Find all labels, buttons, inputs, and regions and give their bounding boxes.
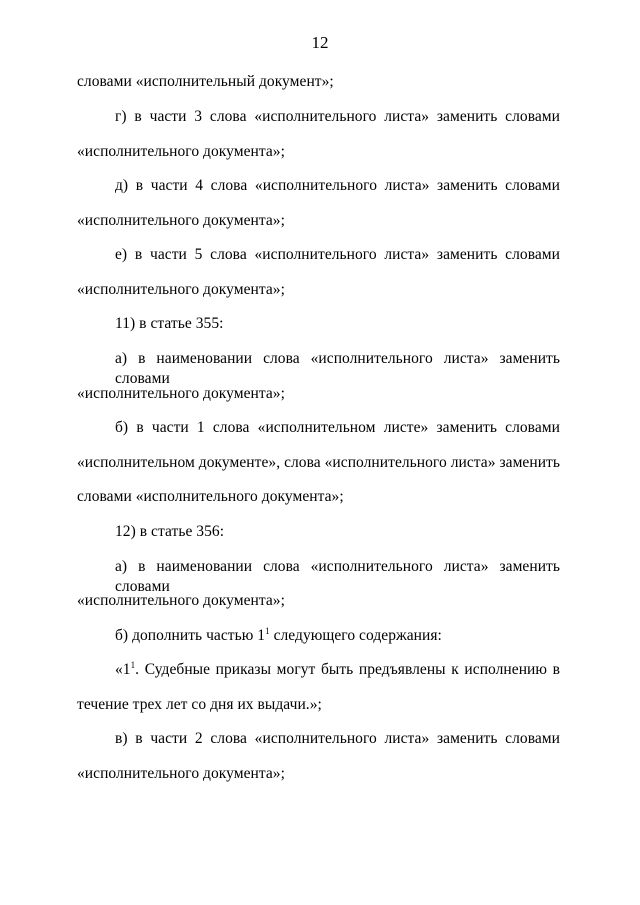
text-line: словами «исполнительный документ»; — [77, 73, 334, 90]
text-line: 12) в статье 356: — [115, 523, 225, 540]
text-line: «исполнительного документа»; — [77, 143, 285, 160]
text-line: в) в части 2 слова «исполнительного листа» заменить словами — [115, 730, 560, 747]
text-line: д) в части 4 слова «исполнительного листа» заменить словами — [115, 177, 560, 194]
text-segment: следующего содержания: — [269, 627, 442, 644]
text-line: «исполнительного документа»; — [77, 385, 285, 402]
text-line: «исполнительного документа»; — [77, 212, 285, 229]
text-line: г) в части 3 слова «исполнительного листа» заменить словами — [115, 108, 560, 125]
text-line: течение трех лет со дня их выдачи.»; — [77, 696, 322, 713]
page-number: 12 — [311, 33, 329, 52]
text-line: «исполнительном документе», слова «исполнительного листа» заменить — [77, 454, 560, 471]
text-line: а) в наименовании слова «исполнительного листа» заменить словами — [115, 558, 560, 595]
text-segment: б) дополнить частью 1 — [115, 627, 266, 644]
superscript: 1 — [130, 659, 136, 670]
text-line: словами «исполнительного документа»; — [77, 488, 344, 505]
superscript: 1 — [265, 625, 270, 636]
text-line: «исполнительного документа»; — [77, 592, 285, 609]
text-line — [115, 626, 442, 646]
text-segment: . Судебные приказы могут быть предъявлены к исполнению в — [135, 661, 560, 678]
text-line: 11) в статье 355: — [115, 315, 224, 332]
text-line: «исполнительного документа»; — [77, 765, 285, 782]
text-line: б) в части 1 слова «исполнительном листе» заменить словами — [115, 419, 560, 436]
text-line: е) в части 5 слова «исполнительного листа» заменить словами — [115, 246, 560, 263]
text-line — [115, 660, 560, 680]
text-line: «исполнительного документа»; — [77, 281, 285, 298]
text-segment: «1 — [115, 661, 131, 678]
text-line: а) в наименовании слова «исполнительного листа» заменить словами — [115, 350, 560, 387]
